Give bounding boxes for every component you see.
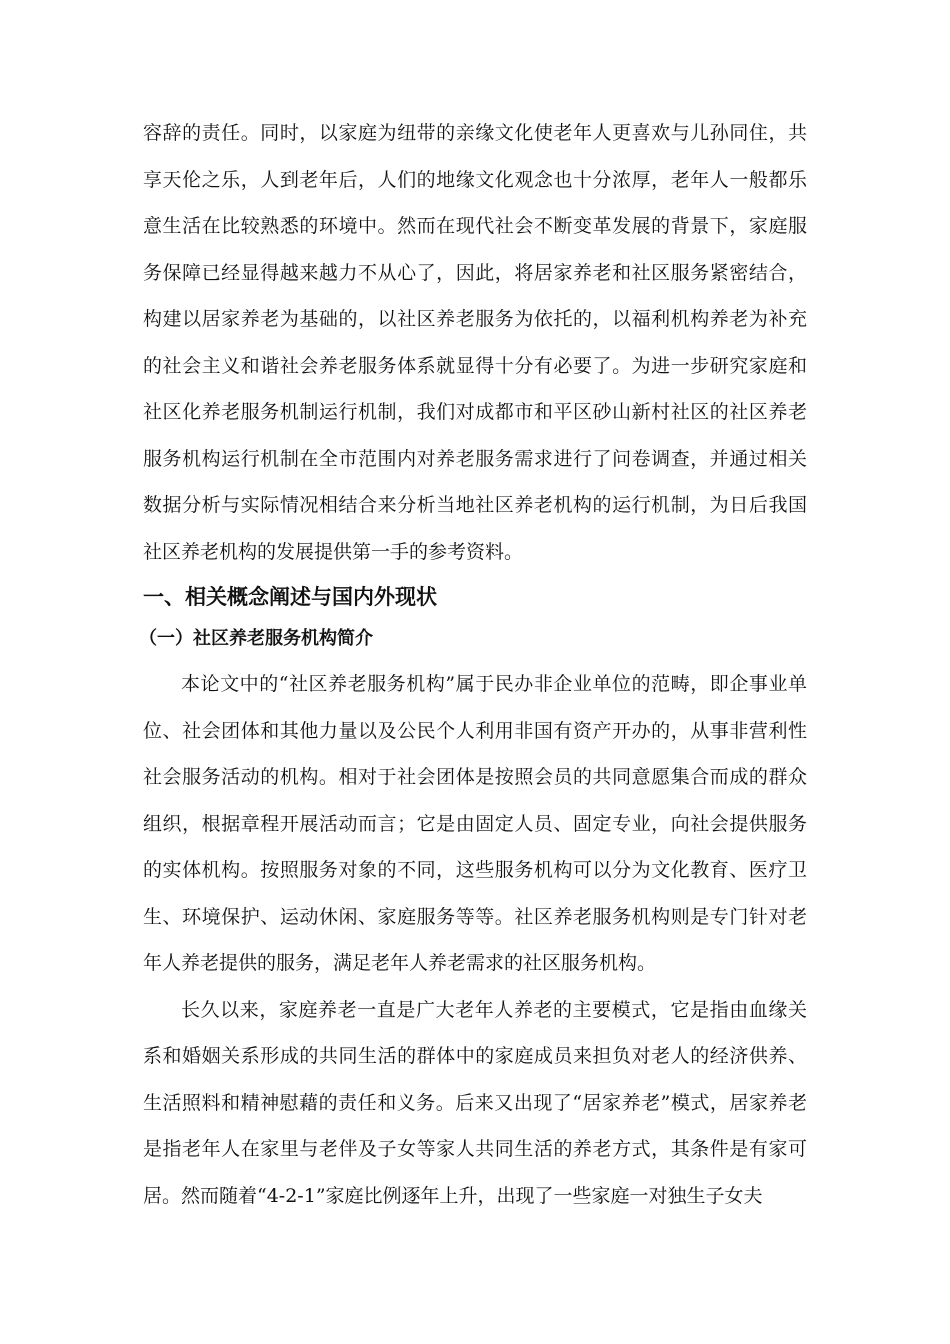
body-paragraph-continued: 容辞的责任。同时，以家庭为纽带的亲缘文化使老年人更喜欢与儿孙同住，共享天伦之乐，人到老年后，人们的地缘文化观念也十分浓厚，老年人一般都乐意生活在比较熟悉的环境中。然而在现代社会不断变革发展的背景下，家庭服务保障已经显得越来越力不从心了，因此，将居家养老和社区服务紧密结合，构建以居家养老为基础的，以社区养老服务为依托的，以福利机构养老为补充的社会主义和谐社会养老服务体系就显得十分有必要了。为进一步研究家庭和社区化养老服务机制运行机制，我们对成都市和平区砂山新村社区的社区养老服务机构运行机制在全市范围内对养老服务需求进行了问卷调查，并通过相关数据分析与实际情况相结合来分析当地社区养老机构的运行机制，为日后我国社区养老机构的发展提供第一手的参考资料。 bbox=[143, 122, 807, 563]
document-page bbox=[139, 110, 807, 1219]
body-paragraph-1: 本论文中的“社区养老服务机构”属于民办非企业单位的范畴，即企事业单位、社会团体和其他力量以及公民个人利用非国有资产开办的，从事非营利性社会服务活动的机构。相对于社会团体是按照会员的共同意愿集合而成的群众组织，根据章程开展活动而言；它是由固定人员、固定专业，向社会提供服务的实体机构。按照服务对象的不同，这些服务机构可以分为文化教育、医疗卫生、环境保护、运动休闲、家庭服务等等。社区养老服务机构则是专门针对老年人养老提供的服务，满足老年人养老需求的社区服务机构。 bbox=[143, 673, 807, 974]
subsection-heading: （一）社区养老服务机构简介 bbox=[139, 628, 373, 649]
section-heading: 一、相关概念阐述与国内外现状 bbox=[143, 585, 437, 609]
body-paragraph-2: 长久以来，家庭养老一直是广大老年人养老的主要模式，它是指由血缘关系和婚姻关系形成的共同生活的群体中的家庭成员来担负对老人的经济供养、生活照料和精神慰藉的责任和义务。后来又出现了“居家养老”模式，居家养老是指老年人在家里与老伴及子女等家人共同生活的养老方式，其条件是有家可居。然而随着“4-2-1”家庭比例逐年上升，出现了一些家庭一对独生子女夫 bbox=[143, 998, 807, 1207]
